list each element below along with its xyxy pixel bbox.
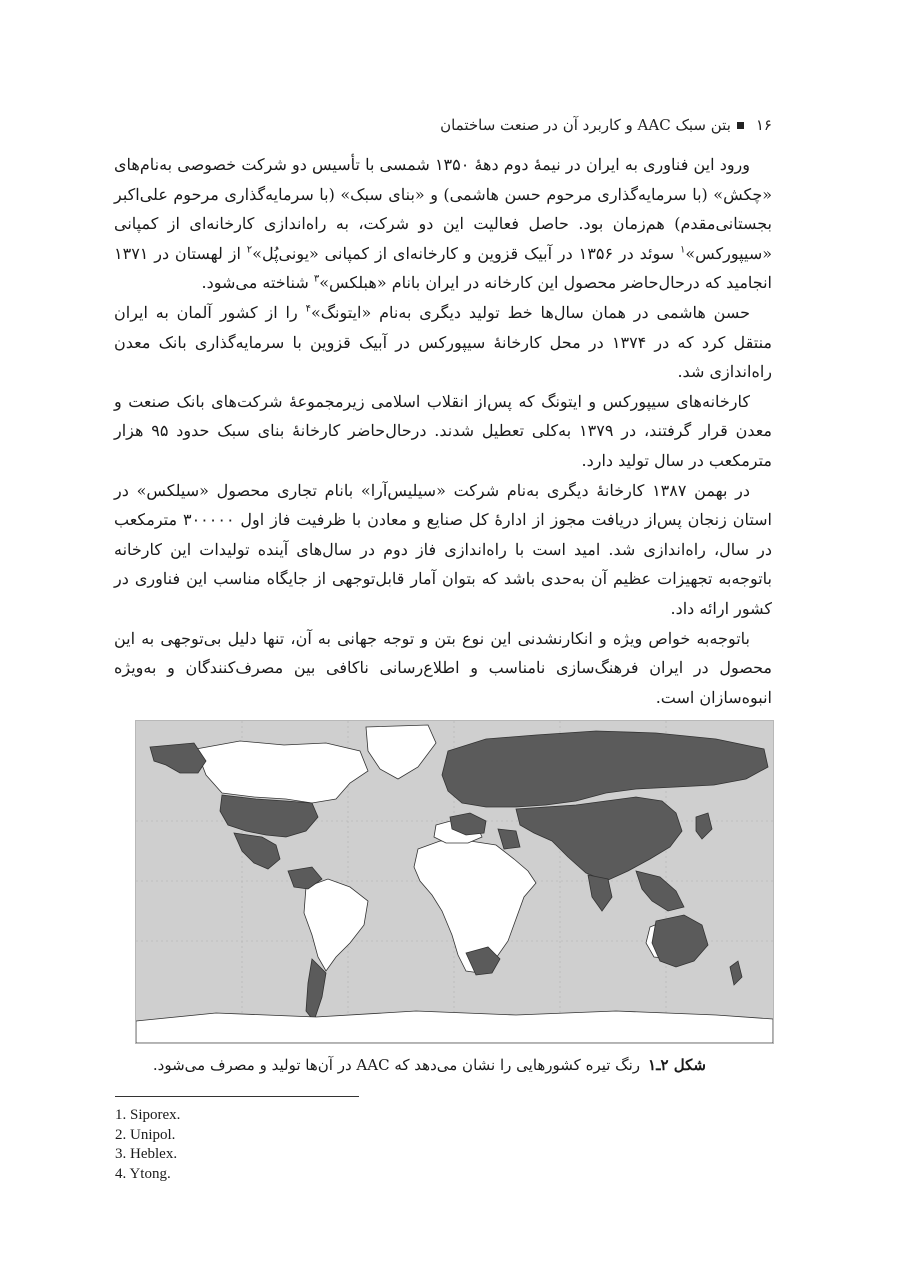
paragraph-5 [114, 624, 772, 713]
paragraph-1 [114, 150, 772, 298]
footnote-2: 2. Unipol. [115, 1126, 176, 1143]
bullet-square [737, 122, 744, 129]
antarctica [136, 1011, 773, 1043]
footnote-ref-4: ۴ [305, 303, 311, 315]
world-map [136, 721, 773, 1043]
paragraph-3 [114, 387, 772, 476]
paragraph-4-text: در بهمن ۱۳۸۷ کارخانهٔ دیگری به‌نام شرکت «سیلیس‌آرا» بانام تجاری محصول «سیلکس» در استان زنجان پس‌از دریافت مجوز از ادارهٔ کل صنایع و معادن با ظرفیت فاز اول ۳۰۰۰۰۰ مترمکعب در سال، راه‌اندازی شد. امید است با راه‌اندازی فاز دوم در سال‌های آینده تولیدات این کارخانه باتوجه‌به تجهیزات عظیم آن به‌حدی باشد که بتوان آمار قابل‌توجهی از جایگاه مناسب این فناوری در کشور ارائه داد. [114, 480, 773, 618]
paragraph-1-text-c: از لهستان در ۱۳۷۱ انجامید که درحال‌حاضر محصول این کارخانه در ایران بانام «هبلکس» [114, 243, 772, 293]
paragraph-2-text-a: حسن هاشمی در همان سال‌ها خط تولید دیگری به‌نام «ایتونگ» [310, 302, 751, 322]
paragraph-2-text-b: را از کشور آلمان به ایران منتقل کرد که در ۱۳۷۴ در محل کارخانهٔ سیپورکس در آبیک قزوین با سرمایه‌گذاری بانک معدن راه‌اندازی شد. [114, 302, 772, 382]
paragraph-1-text-a: ورود این فناوری به ایران در نیمهٔ دوم دههٔ ۱۳۵۰ شمسی با تأسیس دو شرکت خصوصی به‌نام‌های «چکش» (با سرمایه‌گذاری مرحوم حسن هاشمی) و «بنای سبک» (با سرمایه‌گذاری مرحوم علی‌اکبر بجستانی‌مقدم) هم‌زمان بود. حاصل فعالیت این دو شرکت، به راه‌اندازی کارخانه‌ای از کمپانی «سیپورکس» [114, 155, 773, 263]
paragraph-3-text: کارخانه‌های سیپورکس و ایتونگ که پس‌از انقلاب اسلامی زیرمجموعهٔ شرکت‌های بانک صنعت و معدن قرار گرفتند، در ۱۳۷۹ به‌کلی تعطیل شدند. درحال‌حاضر کارخانهٔ بنای سبک حدود ۹۵ هزار مترمکعب در سال تولید دارد. [114, 391, 773, 470]
footnote-4: 4. Ytong. [115, 1165, 171, 1182]
paragraph-4 [114, 476, 772, 624]
paragraph-1-text-b: سوئد در ۱۳۵۶ در آبیک قزوین و کارخانه‌ای از کمپانی «یونی‌پُل» [252, 243, 680, 263]
paragraph-5-text: باتوجه‌به خواص ویژه و انکارنشدنی این نوع بتن و توجه جهانی به آن، تنها دلیل بی‌توجهی به این محصول در ایران فرهنگ‌سازی نامناسب و اطلاع‌رسانی ناکافی بین مصرف‌کنندگان و به‌ویژه انبوه‌سازان است. [114, 628, 772, 707]
footnote-3: 3. Heblex. [115, 1146, 178, 1162]
paragraph-1-text-d: شناخته می‌شود. [201, 273, 314, 293]
footnote-ref-2: ۲ [246, 244, 253, 256]
world-map-figure [135, 720, 774, 1044]
running-header [132, 116, 772, 134]
figure-label: شکل ۲ـ۱ [648, 1056, 706, 1074]
footnotes [115, 1106, 415, 1184]
body-text [114, 150, 772, 712]
running-title: بتن سبک AAC و کاربرد آن در صنعت ساختمان [440, 116, 731, 134]
figure-caption-text: رنگ تیره کشورهایی را نشان می‌دهد که AAC در آن‌ها تولید و مصرف می‌شود. [152, 1056, 641, 1074]
paragraph-2 [114, 298, 772, 387]
figure-caption [146, 1056, 706, 1074]
footnote-ref-3: ۳ [313, 274, 320, 286]
footnote-ref-1: ۱ [679, 244, 686, 256]
footnote-1: 1. Siporex. [115, 1107, 181, 1123]
footnote-divider [115, 1096, 359, 1097]
page-number: ۱۶ [755, 116, 772, 134]
